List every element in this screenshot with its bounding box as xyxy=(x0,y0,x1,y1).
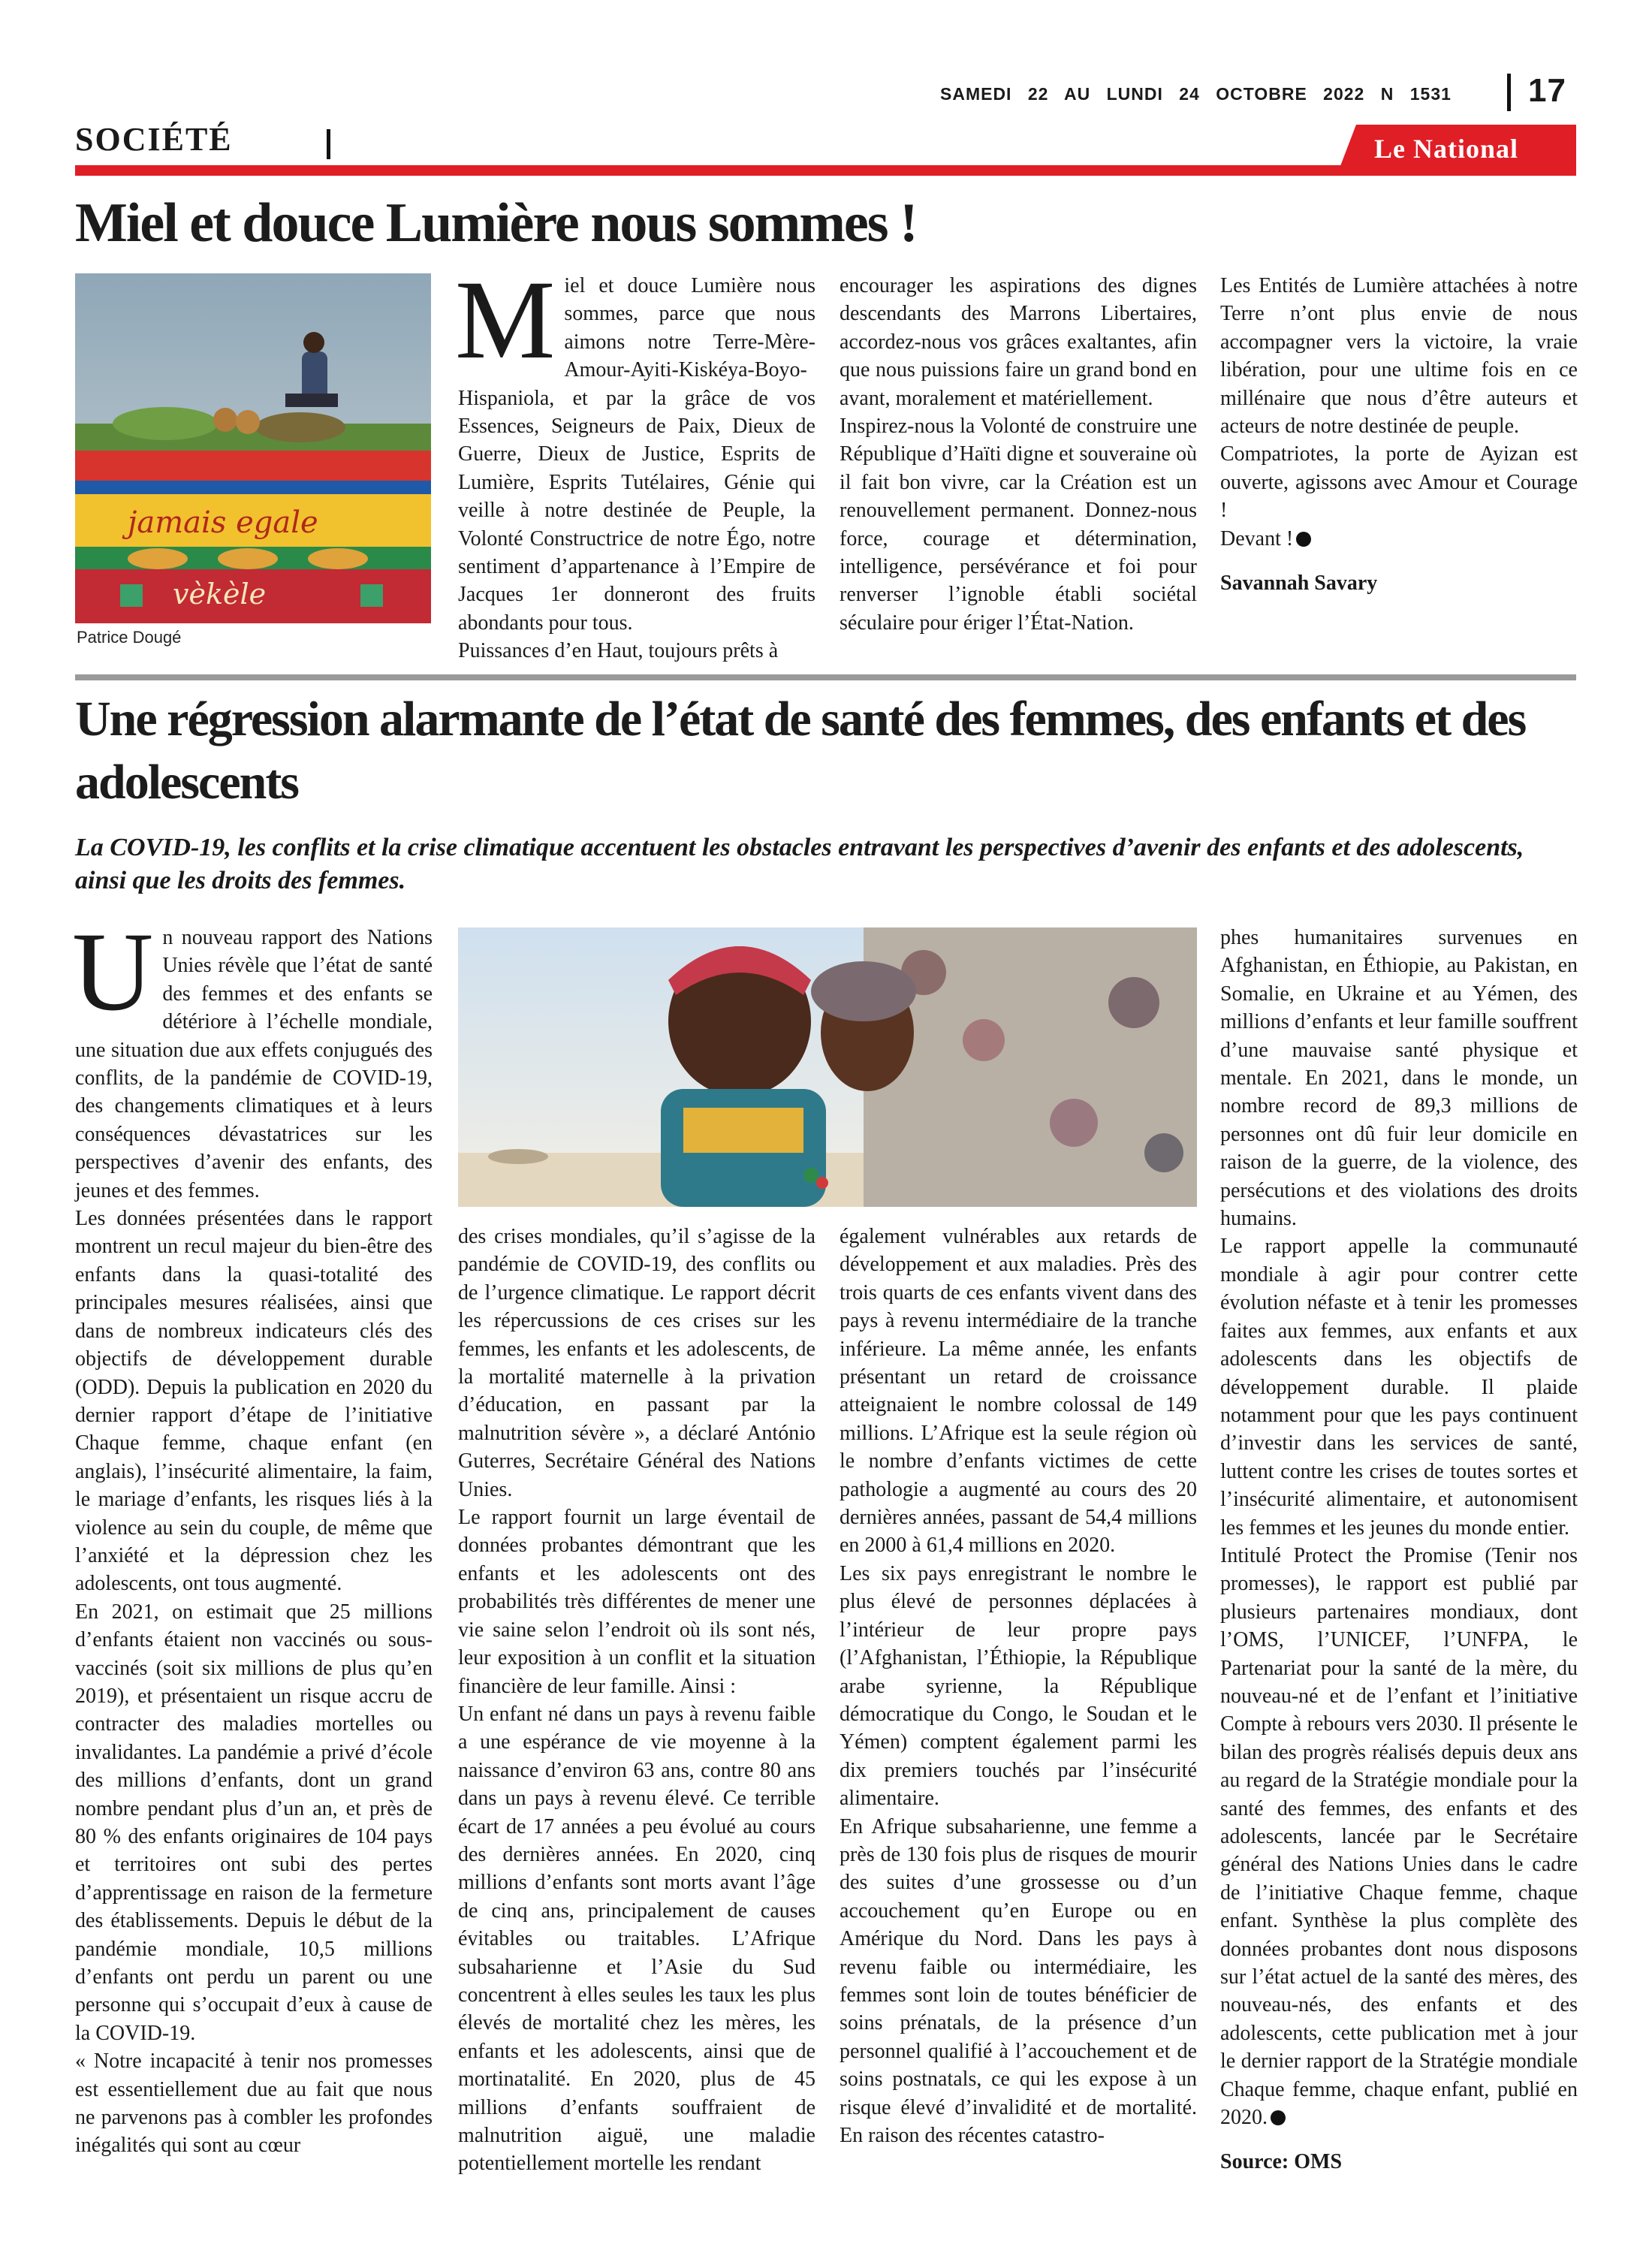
article-source: Source: OMS xyxy=(1220,2150,1343,2174)
photo-credit: Patrice Dougé xyxy=(77,628,182,647)
drop-cap: M xyxy=(455,258,556,382)
article2-column-1 xyxy=(72,909,433,2160)
paragraph: « Notre incapacité à tenir nos promesses est essentiellement due au fait que nous ne parvenons pas à combler les profondes inégalités qui sont au cœur xyxy=(75,2049,433,2158)
article1-photo xyxy=(75,273,431,623)
drop-cap: U xyxy=(72,909,154,1034)
end-of-article-mark-icon xyxy=(1296,532,1311,547)
article1-column-1 xyxy=(455,258,815,665)
paragraph-text: Devant ! xyxy=(1220,526,1294,550)
paragraph: Un enfant né dans un pays à revenu faible a une espérance de vie moyenne à la naissance d’environ 63 ans, contre 80 ans dans un pays à revenu élevé. Ce terrible écart de 17 années a peu évolué au cours des dernières années. En 2020, cinq millions d’enfants sont morts avant l’âge de cinq ans, principalement de causes évitables ou traitables. L’Afrique subsaharienne et l’Asie du Sud concentrent à elles seules les taux les plus élevés de mortalité chez les mères, les enfants et les adolescents, ainsi que de mortinatalité. En 2020, plus de 45 millions d’enfants souffraient de malnutrition aiguë, une maladie potentiellement mortelle les rendant xyxy=(458,1702,815,2176)
brand-name: Le National xyxy=(1374,134,1519,164)
article2-column-4 xyxy=(1220,924,1578,2176)
article1-column-2 xyxy=(840,272,1197,637)
bus-text-lower: vèkèle xyxy=(173,578,267,611)
paragraph: Les données présentées dans le rapport montrent un recul majeur du bien-être des enfants dans la quasi-totalité des principales mesures réalisées, ainsi que dans de nombreux indicateurs clés des objectifs de développement durable (ODD). Depuis la publication en 2020 du dernier rapport d’étape de l’initiative Chaque femme, chaque enfant (en anglais), l’insécurité alimentaire, la faim, le mariage d’enfants, les risques liés à la violence au sein du couple, de même que l’anxiété et la dépression chez les adolescents, ont tous augmenté. xyxy=(75,1207,433,1596)
issue-date-line: SAMEDI 22 AU LUNDI 24 OCTOBRE 2022 N 1531 xyxy=(940,84,1452,104)
bus-text-upper: jamais egale xyxy=(128,505,318,540)
paragraph: n nouveau rapport des Nations Unies révèle que l’état de santé des femmes et des enfants se détériore à l’échelle mondiale, une situation due aux effets conjugués des conflits, de la pandémie de COVID-19, des changements climatiques et à leurs conséquences dévastatrices sur les perspectives d’avenir des enfants, des jeunes et des femmes. xyxy=(75,926,433,1202)
paragraph: Puissances d’en Haut, toujours prêts à xyxy=(458,639,779,663)
article1-title: Miel et douce Lumière nous sommes ! xyxy=(75,192,917,254)
paragraph: Inspirez-nous la Volonté de construire une République d’Haïti digne et souveraine où il fait bon vivre, car la Création est un renouvellement permanent. Donnez-nous force, courage et détermination, intelligence, persévérance et foi pour renverser l’ignoble établi sociétal séculaire pour ériger l’État-Nation. xyxy=(840,415,1197,635)
paragraph: Le rapport appelle la communauté mondiale à agir pour contrer cette évolution néfaste et à tenir les promesses faites aux femmes, aux enfants et aux adolescents dans les objectifs de développement durable. Il plaide notamment pour que les pays continuent d’investir dans les services de santé, luttent contre les crises de toutes sortes et l’insécurité alimentaire, et autonomisent les femmes et les jeunes du monde entier. xyxy=(1220,1235,1578,1540)
header-divider xyxy=(1507,74,1511,111)
paragraph: également vulnérables aux retards de développement et aux maladies. Près des trois quarts de ces enfants vivent dans des pays à revenu intermédiaire de la tranche inférieure. La même année, les enfants présentant un retard de croissance atteignaient le nombre colossal de 149 millions. L’Afrique est la seule région où le nombre d’enfants victimes de cette pathologie a augmenté au cours des 20 dernières années, passant de 54,4 millions en 2000 à 61,4 millions en 2020. xyxy=(840,1225,1197,1558)
paragraph: Les Entités de Lumière attachées à notre Terre n’ont plus envie de nous accompagner vers la victoire, la vraie libération, pour une ultime fois en ce millénaire que nous d’être auteurs et acteurs de notre destinée de peuple. xyxy=(1220,274,1578,439)
article-separator xyxy=(75,674,1576,680)
paragraph xyxy=(1220,525,1578,553)
paragraph: Compatriotes, la porte de Ayizan est ouverte, agissons avec Amour et Courage ! xyxy=(1220,442,1578,523)
paragraph: En Afrique subsaharienne, une femme a près de 130 fois plus de risques de mourir des suites d’une grossesse ou d’un accouchement qu’en Europe ou en Amérique du Nord. Dans les pays à revenu faible ou intermédiaire, les femmes sont loin de toutes bénéficier de soins prénatals, de la présence d’un personnel qualifié à l’accouchement et de soins postnatals, ce qui les expose à un risque élevé d’invalidité et de mortalité. En raison des récentes catastro- xyxy=(840,1814,1197,2147)
paragraph xyxy=(1220,1542,1578,2132)
author-signature: Savannah Savary xyxy=(1220,572,1378,596)
paragraph: des crises mondiales, qu’il s’agisse de la pandémie de COVID-19, des conflits ou de l’urgence climatique. Le rapport décrit les répercussions de ces crises sur les femmes, les enfants et les adolescents, de la mortalité maternelle à la privation d’éducation, en passant par la malnutrition sévère », a déclaré António Guterres, Secrétaire Général des Nations Unies. xyxy=(458,1225,815,1501)
article2-column-3 xyxy=(840,1223,1197,2149)
paragraph: phes humanitaires survenues en Afghanistan, en Éthiopie, au Pakistan, en Somalie, en Ukraine et au Yémen, des millions d’enfants et leur famille souffrent d’une mauvaise santé physique et mentale. En 2021, dans le monde, un nombre record de 89,3 millions de personnes ont dû fuir leur domicile en raison de la guerre, de la violence, des persécutions et des violations des droits humains. xyxy=(1220,926,1578,1231)
paragraph: encourager les aspirations des dignes descendants des Marrons Libertaires, accordez-nous vos grâces exaltantes, afin que nous puissions faire un grand bond en avant, moralement et matériellement. xyxy=(840,274,1197,410)
paragraph: iel et douce Lumière nous sommes, parce que nous aimons notre Terre-Mère-Amour-Ayiti-Kiskéya-Boyo-Hispaniola, et par la grâce de vos Essences, Seigneurs de Paix, Dieux de Guerre, Dieux de Justice, Esprits de Lumière, Esprits Tutélaires, Génie qui veille à notre destinée de Peuple, la Volonté Constructrice de notre Égo, notre sentiment d’appartenance à l’Empire de Jacques 1er donneront des fruits abondants pour tous. xyxy=(458,274,815,635)
paragraph-text: Intitulé Protect the Promise (Tenir nos promesses), le rapport est publié par plusieurs partenaires mondiaux, dont l’OMS, l’UNICEF, l’UNFPA, le Partenariat pour la santé de la mère, du nouveau-né et de l’enfant et l’initiative Compte à rebours vers 2030. Il présente le bilan des progrès réalisés depuis deux ans au regard de la Stratégie mondiale pour la santé des femmes, des enfants et des adolescents, lancée par le Secrétaire général des Nations Unies dans le cadre de l’initiative Chaque femme, chaque enfant. Synthèse la plus complète des données probantes dont nous disposons sur l’état actuel de la santé des mères, des nouveau-nés, des enfants et des adolescents, cette publication met à jour le dernier rapport de la Stratégie mondiale Chaque femme, chaque enfant, publié en 2020. xyxy=(1220,1543,1578,2130)
paragraph: Les six pays enregistrant le nombre le plus élevé de personnes déplacées à l’intérieur de leur propre pays (l’Afghanistan, l’Éthiopie, la République arabe syrienne, la République démocratique du Congo, le Soudan et le Yémen) comptent également parmi les dix premiers touchés par l’insécurité alimentaire. xyxy=(840,1561,1197,1811)
article2-title: Une régression alarmante de l’état de santé des femmes, des enfants et des adolescents xyxy=(75,692,1526,810)
page-number: 17 xyxy=(1528,72,1566,109)
article2-photo xyxy=(458,927,1197,1207)
paragraph: Le rapport fournit un large éventail de données probantes démontrant que les enfants et les adolescents ont des probabilités très différentes de mener une vie saine selon l’endroit où ils sont nés, leur exposition à un conflit et la situation financière de leur famille. Ainsi : xyxy=(458,1506,815,1698)
paragraph: En 2021, on estimait que 25 millions d’enfants étaient non vaccinés ou sous-vaccinés (soit six millions de plus qu’en 2019), et présentaient un risque accru de contracter des maladies mortelles ou invalidantes. La pandémie a privé d’école des millions d’enfants, dont un grand nombre pendant plus d’un an, et près de 80 % des enfants originaires de 104 pays et territoires ont subi des pertes d’apprentissage en raison de la fermeture des établissements. Depuis le début de la pandémie mondiale, 10,5 millions d’enfants ont perdu un parent ou une personne qui s’occupait d’eux à cause de la COVID-19. xyxy=(75,1600,433,2045)
article2-lead: La COVID-19, les conflits et la crise climatique accentuent les obstacles entravant les perspectives d’avenir des enfants et des adolescents, ainsi que les droits des femmes. xyxy=(75,834,1524,894)
section-label: SOCIÉTÉ xyxy=(75,121,233,158)
section-divider xyxy=(327,129,330,159)
end-of-article-mark-icon xyxy=(1271,2110,1286,2125)
article2-column-2 xyxy=(458,1223,815,2178)
article1-column-3 xyxy=(1220,272,1578,597)
